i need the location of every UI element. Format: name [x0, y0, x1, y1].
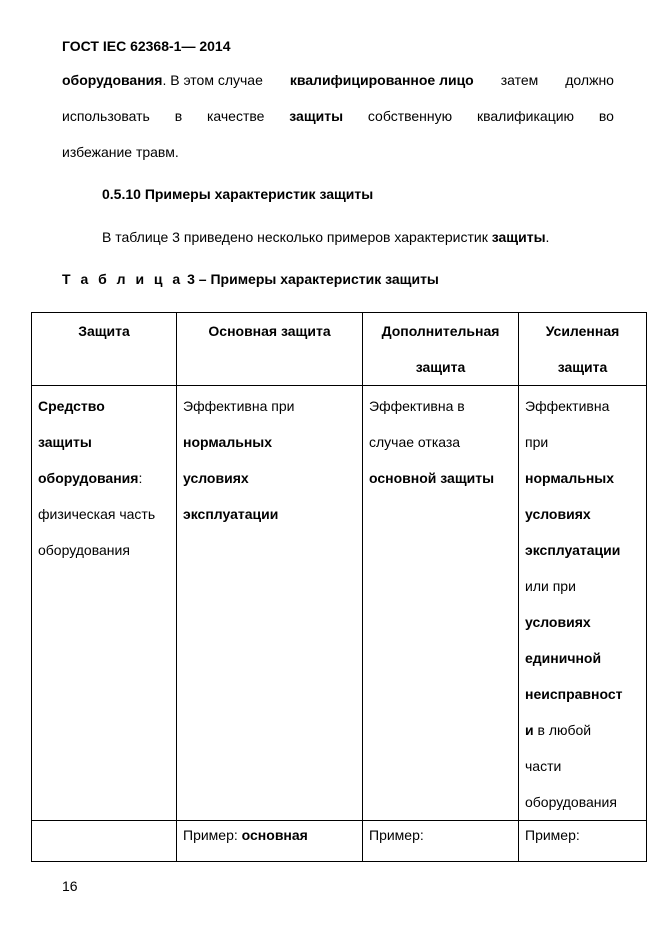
- cell-text: оборудования: [525, 794, 617, 810]
- cell-text: Пример:: [183, 827, 242, 843]
- section-heading: 0.5.10 Примеры характеристик защиты: [102, 186, 374, 202]
- cell-text: Эффективна при: [183, 398, 295, 414]
- paragraph-end: .: [545, 229, 550, 245]
- table-cell: [519, 386, 647, 821]
- cell-line: [38, 496, 170, 532]
- document-header: ГОСТ IEC 62368-1— 2014: [62, 38, 231, 54]
- cell-text: нормальных: [183, 434, 273, 450]
- cell-text: основная: [241, 827, 308, 843]
- intro-word: во: [598, 108, 614, 124]
- cell-line: [525, 676, 640, 712]
- cell-line: [525, 640, 640, 676]
- header-cell: [519, 313, 647, 386]
- cell-line: [38, 460, 170, 496]
- table-cell: [519, 821, 647, 862]
- header-line: Дополнительная: [381, 323, 500, 339]
- cell-text: защиты: [38, 434, 92, 450]
- cell-text: случае отказа: [369, 434, 461, 450]
- intro-word: оборудования: [62, 72, 163, 88]
- cell-line: [369, 825, 512, 845]
- header-line: защита: [415, 359, 466, 375]
- header-cell: [177, 313, 363, 386]
- protection-table: [31, 312, 647, 862]
- cell-text: оборудования: [38, 542, 130, 558]
- header-line: Основная защита: [208, 323, 331, 339]
- cell-line: [525, 712, 640, 748]
- table-cell: [177, 821, 363, 862]
- cell-line: [183, 496, 356, 532]
- cell-line: [525, 604, 640, 640]
- cell-line: [183, 825, 356, 845]
- header-line: Усиленная: [545, 323, 620, 339]
- cell-text: и: [525, 722, 534, 738]
- cell-line: [525, 568, 640, 604]
- intro-word: квалификацию: [476, 108, 575, 124]
- cell-line: [183, 460, 356, 496]
- cell-text: оборудования: [38, 470, 139, 486]
- cell-line: [183, 424, 356, 460]
- table-row: [32, 386, 647, 821]
- intro-line-1: [62, 72, 614, 88]
- table-cell: [32, 386, 177, 821]
- cell-line: [369, 424, 512, 460]
- intro-word: защиты: [289, 108, 344, 124]
- table-caption-number: 3 –: [187, 271, 207, 287]
- cell-line: [525, 784, 640, 820]
- cell-text: эксплуатации: [183, 506, 279, 522]
- intro-word: использовать: [62, 108, 150, 124]
- header-line: Защита: [78, 323, 130, 339]
- paragraph-bold-term: защиты: [491, 229, 546, 245]
- cell-line: [525, 496, 640, 532]
- table-header-row: [32, 313, 647, 386]
- cell-text: или при: [525, 578, 576, 594]
- cell-text: нормальных: [525, 470, 615, 486]
- table-caption: [62, 271, 439, 287]
- cell-text: :: [138, 470, 143, 486]
- cell-text: Пример:: [369, 827, 424, 843]
- cell-text: Эффективна: [525, 398, 610, 414]
- cell-text: в любой: [533, 722, 592, 738]
- cell-line: [525, 424, 640, 460]
- intro-word: должно: [565, 72, 614, 88]
- cell-line: [38, 424, 170, 460]
- table-cell: [363, 821, 519, 862]
- table-row: [32, 821, 647, 862]
- table-caption-title: Примеры характеристик защиты: [210, 271, 439, 287]
- cell-text: эксплуатации: [525, 542, 621, 558]
- cell-line: [369, 460, 512, 496]
- cell-line: [369, 388, 512, 424]
- header-line: защита: [557, 359, 608, 375]
- intro-word: собственную: [367, 108, 453, 124]
- header-cell: [363, 313, 519, 386]
- cell-text: Пример:: [525, 827, 580, 843]
- intro-line-2: [62, 108, 614, 124]
- cell-text: неисправност: [525, 686, 623, 702]
- table-caption-label: Т а б л и ц а: [62, 271, 184, 287]
- table-cell: [32, 821, 177, 862]
- cell-text: условиях: [525, 506, 591, 522]
- cell-line: [525, 460, 640, 496]
- cell-line: [38, 388, 170, 424]
- cell-text: условиях: [525, 614, 591, 630]
- table-cell: [363, 386, 519, 821]
- intro-word: в: [174, 108, 183, 124]
- cell-text: Средство: [38, 398, 105, 414]
- paragraph-text: В таблице 3 приведено несколько примеров характеристик: [102, 229, 492, 245]
- cell-text: основной защиты: [369, 470, 495, 486]
- cell-text: Эффективна в: [369, 398, 465, 414]
- cell-line: [525, 825, 640, 845]
- intro-word: . В этом случае: [162, 72, 263, 88]
- intro-word-group: [62, 72, 263, 88]
- cell-line: [183, 388, 356, 424]
- intro-word: квалифицированное лицо: [289, 72, 474, 88]
- table-cell: [177, 386, 363, 821]
- intro-word: качестве: [206, 108, 265, 124]
- cell-text: части: [525, 758, 562, 774]
- cell-line: [525, 532, 640, 568]
- cell-text: условиях: [183, 470, 249, 486]
- cell-text: при: [525, 434, 549, 450]
- body-paragraph: [102, 229, 549, 245]
- cell-text: физическая часть: [38, 506, 156, 522]
- cell-text: единичной: [525, 650, 602, 666]
- intro-word: затем: [500, 72, 539, 88]
- cell-line: [525, 748, 640, 784]
- intro-line-3: избежание травм.: [62, 144, 179, 160]
- cell-line: [38, 532, 170, 568]
- header-cell: [32, 313, 177, 386]
- cell-line: [525, 388, 640, 424]
- page-number: 16: [62, 878, 78, 894]
